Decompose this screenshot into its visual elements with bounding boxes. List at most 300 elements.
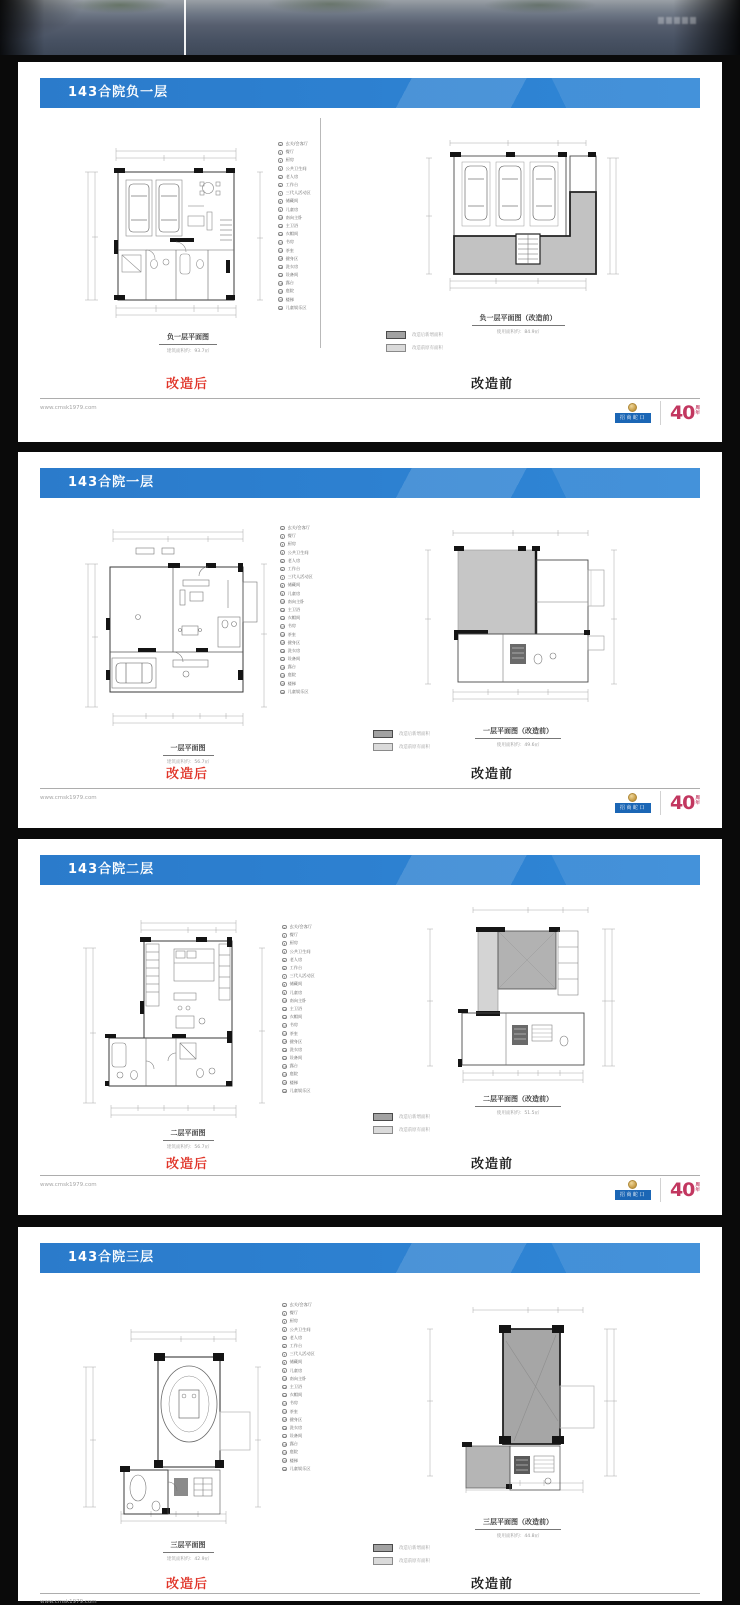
legend-label: 茶室 (289, 1408, 298, 1414)
legend-label: 设备间 (285, 272, 299, 278)
legend-label: 儿童娱乐区 (287, 688, 309, 694)
legend-item (282, 989, 382, 997)
legend-number: 19 (281, 674, 285, 679)
legend-label: 书房 (285, 239, 294, 245)
swatch-row (373, 1124, 430, 1138)
legend-item (282, 997, 382, 1005)
legend-label: 南向主卧 (289, 1375, 307, 1381)
light-area-swatch (373, 1557, 393, 1565)
legend-item (278, 238, 378, 246)
legend-label: 茶室 (287, 631, 296, 637)
legend-label: 衣帽间 (287, 615, 301, 621)
legend-item (280, 655, 380, 663)
after-label: 改造后 (165, 1577, 208, 1592)
legend-number: 18 (279, 281, 283, 286)
legend-label: 玄关/会客厅 (289, 924, 312, 930)
slide-title-bar: 143合院二层 (40, 855, 700, 885)
photo-banner (0, 0, 740, 55)
legend-item (278, 197, 378, 205)
legend-item (278, 304, 378, 312)
legend-label: 设备间 (289, 1433, 303, 1439)
after-plan-caption: 负一层平面图 建筑面积约：93.7㎡ (113, 324, 263, 354)
legend-label: 衣帽间 (289, 1014, 303, 1020)
legend-label: 庭院 (287, 672, 296, 678)
light-area-swatch (373, 1126, 393, 1134)
legend-label: 楼梯 (289, 1079, 298, 1085)
legend-item (278, 279, 378, 287)
legend-number: 4 (283, 1328, 286, 1333)
legend-number: 11 (283, 1007, 287, 1012)
legend-item (282, 1342, 382, 1350)
legend-item (282, 1383, 382, 1391)
footer-url: www.cmsk1979.com (40, 405, 97, 411)
legend-label: 南向主卧 (289, 997, 307, 1003)
legend-number: 10 (279, 216, 283, 221)
dark-area-swatch (386, 331, 406, 339)
floorplan-basement-before (418, 134, 623, 296)
room-legend (282, 1301, 382, 1473)
legend-label: 餐厅 (287, 533, 296, 539)
legend-item (282, 964, 382, 972)
legend-label: 庭院 (285, 288, 294, 294)
footer-url: www.cmsk1979.com (40, 1182, 97, 1188)
logo-divider (660, 1178, 661, 1202)
legend-label: 主卫浴 (289, 1383, 303, 1389)
light-area-swatch (386, 344, 406, 352)
legend-number: 1 (279, 142, 282, 147)
legend-item (282, 1326, 382, 1334)
swatch-label: 改造后新增面积 (412, 332, 443, 338)
legend-label: 健身区 (289, 1038, 303, 1044)
legend-item (278, 148, 378, 156)
legend-number: 5 (279, 175, 282, 180)
legend-number: 21 (283, 1467, 287, 1472)
legend-item (278, 246, 378, 254)
legend-item (282, 1309, 382, 1317)
swatch-row (373, 727, 430, 741)
before-plan-caption: 负一层平面图（改造前） 使用面积约：84.9㎡ (443, 305, 593, 335)
legend-number: 1 (283, 925, 286, 930)
logo-divider (660, 401, 661, 425)
legend-item (280, 524, 380, 532)
legend-number: 8 (283, 1361, 286, 1366)
dark-area-swatch (373, 730, 393, 738)
slide-title-bar: 143合院负一层 (40, 78, 700, 108)
legend-item (280, 606, 380, 614)
legend-number: 18 (281, 665, 285, 670)
after-label: 改造后 (165, 1157, 208, 1172)
legend-item (278, 255, 378, 263)
legend-label: 厨房 (287, 541, 296, 547)
logo-divider (660, 791, 661, 815)
legend-number: 12 (281, 616, 285, 621)
legend-number: 13 (283, 1024, 287, 1029)
legend-item (282, 1062, 382, 1070)
legend-item (282, 1432, 382, 1440)
legend-number: 20 (283, 1459, 287, 1464)
floorplan-basement-after (76, 142, 271, 322)
legend-item (282, 1005, 382, 1013)
legend-item (278, 181, 378, 189)
swatch-label: 改造后新增面积 (399, 731, 430, 737)
legend-number: 6 (283, 1344, 286, 1349)
swatch-row (373, 1555, 430, 1569)
legend-number: 2 (283, 933, 286, 938)
legend-number: 11 (281, 608, 285, 613)
legend-item (278, 296, 378, 304)
legend-number: 3 (279, 159, 282, 164)
legend-number: 10 (283, 1377, 287, 1382)
legend-number: 3 (283, 1320, 286, 1325)
legend-number: 4 (279, 167, 282, 172)
legend-number: 9 (283, 1369, 286, 1374)
before-label: 改造前 (470, 1157, 513, 1172)
legend-item (278, 271, 378, 279)
legend-label: 老人房 (285, 173, 299, 179)
legend-label: 儿童房 (289, 1367, 303, 1373)
legend-number: 16 (281, 649, 285, 654)
legend-item (278, 222, 378, 230)
floorplan-f3-before (418, 1301, 623, 1501)
legend-label: 楼梯 (287, 680, 296, 686)
legend-item (282, 972, 382, 980)
legend-item (280, 680, 380, 688)
legend-label: 工作台 (287, 566, 301, 572)
legend-label: 露台 (287, 664, 296, 670)
area-swatch-legend (386, 328, 443, 355)
legend-label: 储藏间 (285, 198, 299, 204)
legend-number: 14 (281, 633, 285, 638)
legend-item (282, 1358, 382, 1366)
legend-item (278, 263, 378, 271)
floorplan-f1-before (418, 524, 623, 712)
legend-item (282, 1367, 382, 1375)
after-label: 改造后 (165, 377, 208, 392)
legend-number: 9 (279, 208, 282, 213)
swatch-row (373, 1541, 430, 1555)
legend-item (280, 549, 380, 557)
legend-number: 8 (283, 983, 286, 988)
footer-divider (40, 1175, 700, 1176)
legend-item (280, 573, 380, 581)
floorplan-f2-after (76, 913, 271, 1118)
legend-number: 15 (283, 1418, 287, 1423)
legend-item (282, 1375, 382, 1383)
legend-item (280, 630, 380, 638)
legend-label: 儿童娱乐区 (289, 1087, 311, 1093)
legend-label: 书房 (287, 623, 296, 629)
legend-number: 2 (281, 534, 284, 539)
legend-label: 餐厅 (285, 149, 294, 155)
legend-label: 老人房 (289, 1334, 303, 1340)
legend-number: 5 (283, 1336, 286, 1341)
dark-area-swatch (373, 1113, 393, 1121)
cmsk-emblem-icon (628, 403, 637, 412)
area-swatch-legend (373, 1541, 430, 1568)
legend-number: 8 (279, 200, 282, 205)
legend-label: 玄关/会客厅 (289, 1302, 312, 1308)
legend-number: 17 (281, 657, 285, 662)
legend-item (282, 1013, 382, 1021)
area-swatch-legend (373, 727, 430, 754)
footer-logos (615, 791, 700, 815)
footer-divider (40, 788, 700, 789)
legend-label: 儿童娱乐区 (285, 304, 307, 310)
legend-label: 三代人活动区 (289, 973, 315, 979)
legend-label: 儿童房 (287, 590, 301, 596)
legend-item (282, 1424, 382, 1432)
slide-second-floor (18, 839, 722, 1215)
legend-item (280, 540, 380, 548)
legend-number: 14 (279, 249, 283, 254)
room-legend (280, 524, 380, 696)
before-plan-caption: 二层平面图（改造前） 使用面积约：51.5㎡ (443, 1086, 593, 1116)
legend-label: 主卫浴 (289, 1005, 303, 1011)
legend-label: 儿童娱乐区 (289, 1465, 311, 1471)
floorplan-f3-after (76, 1322, 271, 1527)
swatch-label: 改造前原有面积 (399, 1128, 430, 1134)
after-plan-caption: 三层平面图 建筑面积约：42.9㎡ (113, 1532, 263, 1562)
legend-label: 茶室 (289, 1030, 298, 1036)
legend-label: 老人房 (287, 557, 301, 563)
legend-label: 玄关/会客厅 (285, 141, 308, 147)
legend-label: 庭院 (289, 1071, 298, 1077)
swatch-label: 改造前原有面积 (399, 745, 430, 751)
light-area-swatch (373, 743, 393, 751)
legend-number: 7 (281, 575, 284, 580)
legend-label: 儿童房 (285, 206, 299, 212)
legend-item (280, 614, 380, 622)
slide-basement (18, 62, 722, 442)
legend-label: 楼梯 (285, 296, 294, 302)
legend-label: 主卫浴 (287, 606, 301, 612)
legend-label: 储藏间 (289, 981, 303, 987)
legend-item (282, 1070, 382, 1078)
swatch-row (373, 1110, 430, 1124)
slide-third-floor (18, 1227, 722, 1605)
legend-number: 10 (281, 600, 285, 605)
legend-label: 书房 (289, 1022, 298, 1028)
legend-number: 9 (283, 991, 286, 996)
legend-item (282, 939, 382, 947)
slide-first-floor (18, 452, 722, 828)
legend-label: 洗衣房 (289, 1046, 303, 1052)
legend-number: 18 (283, 1442, 287, 1447)
legend-item (282, 1054, 382, 1062)
legend-label: 储藏间 (287, 582, 301, 588)
dark-area-swatch (373, 1544, 393, 1552)
legend-label: 公共卫生间 (289, 1326, 311, 1332)
legend-number: 7 (283, 1352, 286, 1357)
legend-item (282, 1038, 382, 1046)
legend-label: 工作台 (285, 182, 299, 188)
swatch-row (373, 741, 430, 755)
legend-item (280, 622, 380, 630)
legend-number: 1 (281, 526, 284, 531)
cmsk-emblem-icon (628, 793, 637, 802)
legend-item (278, 287, 378, 295)
legend-label: 洗衣房 (289, 1424, 303, 1430)
legend-number: 6 (279, 183, 282, 188)
legend-item (280, 688, 380, 696)
footer-logos (615, 401, 700, 425)
legend-number: 1 (283, 1303, 286, 1308)
cmsk-logo: 招商蛇口 (615, 403, 651, 423)
legend-number: 19 (279, 290, 283, 295)
banner-divider-line (184, 0, 186, 55)
legend-label: 厨房 (285, 157, 294, 163)
footer-logos (615, 1178, 700, 1202)
legend-label: 露台 (289, 1063, 298, 1069)
cmsk-logo: 招商蛇口 (615, 1180, 651, 1200)
legend-number: 21 (283, 1089, 287, 1094)
legend-number: 3 (283, 942, 286, 947)
legend-label: 餐厅 (289, 932, 298, 938)
legend-item (280, 590, 380, 598)
legend-number: 2 (279, 150, 282, 155)
room-legend (278, 140, 378, 312)
legend-item (282, 980, 382, 988)
legend-number: 8 (281, 584, 284, 589)
forty-years-logo: 40 周 年 (669, 1178, 700, 1201)
legend-label: 玄关/会客厅 (287, 525, 310, 531)
legend-number: 4 (283, 950, 286, 955)
legend-number: 13 (281, 625, 285, 630)
legend-number: 17 (279, 273, 283, 278)
legend-item (278, 140, 378, 148)
legend-item (278, 189, 378, 197)
legend-label: 工作台 (289, 965, 303, 971)
legend-number: 10 (283, 999, 287, 1004)
legend-label: 健身区 (287, 639, 301, 645)
legend-number: 20 (281, 682, 285, 687)
legend-label: 主卫浴 (285, 222, 299, 228)
swatch-label: 改造前原有面积 (412, 346, 443, 352)
legend-number: 17 (283, 1056, 287, 1061)
legend-number: 13 (279, 241, 283, 246)
legend-label: 儿童房 (289, 989, 303, 995)
legend-number: 16 (283, 1426, 287, 1431)
footer-divider (40, 398, 700, 399)
legend-number: 17 (283, 1434, 287, 1439)
legend-item (278, 156, 378, 164)
legend-number: 13 (283, 1402, 287, 1407)
legend-label: 设备间 (289, 1055, 303, 1061)
legend-number: 4 (281, 551, 284, 556)
legend-label: 储藏间 (289, 1359, 303, 1365)
legend-item (282, 1350, 382, 1358)
legend-number: 18 (283, 1064, 287, 1069)
area-swatch-legend (373, 1110, 430, 1137)
legend-label: 露台 (289, 1441, 298, 1447)
legend-label: 洗衣房 (287, 647, 301, 653)
legend-label: 露台 (285, 280, 294, 286)
legend-item (280, 639, 380, 647)
legend-item (280, 565, 380, 573)
legend-number: 12 (283, 1393, 287, 1398)
legend-item (282, 1029, 382, 1037)
legend-label: 三代人活动区 (287, 574, 313, 580)
legend-label: 洗衣房 (285, 263, 299, 269)
swatch-row (386, 328, 443, 342)
after-plan-caption: 二层平面图 建筑面积约：56.7㎡ (113, 1120, 263, 1150)
legend-item (282, 1046, 382, 1054)
legend-label: 庭院 (289, 1449, 298, 1455)
legend-number: 19 (283, 1073, 287, 1078)
legend-number: 16 (283, 1048, 287, 1053)
legend-label: 三代人活动区 (285, 190, 311, 196)
legend-item (282, 956, 382, 964)
legend-number: 14 (283, 1032, 287, 1037)
legend-label: 南向主卧 (285, 214, 303, 220)
footer-url: www.cmsk1979.com (40, 1599, 97, 1605)
legend-label: 餐厅 (289, 1310, 298, 1316)
swatch-row (386, 342, 443, 356)
forty-years-logo: 40 周 年 (669, 401, 700, 424)
legend-label: 楼梯 (289, 1457, 298, 1463)
legend-item (282, 1457, 382, 1465)
legend-number: 15 (281, 641, 285, 646)
legend-number: 15 (279, 257, 283, 262)
legend-number: 6 (281, 567, 284, 572)
legend-item (278, 173, 378, 181)
after-label: 改造后 (165, 767, 208, 782)
legend-label: 厨房 (289, 1318, 298, 1324)
legend-item (282, 1079, 382, 1087)
legend-item (282, 1399, 382, 1407)
forty-years-logo: 40 周 年 (669, 791, 700, 814)
slide-title-bar: 143合院三层 (40, 1243, 700, 1273)
legend-number: 12 (283, 1015, 287, 1020)
legend-label: 三代人活动区 (289, 1351, 315, 1357)
cmsk-emblem-icon (628, 1180, 637, 1189)
legend-item (282, 931, 382, 939)
after-plan-caption: 一层平面图 建筑面积约：56.7㎡ (113, 735, 263, 765)
legend-number: 20 (283, 1081, 287, 1086)
legend-label: 茶室 (285, 247, 294, 253)
legend-item (280, 581, 380, 589)
legend-number: 21 (281, 690, 285, 695)
legend-item (280, 647, 380, 655)
legend-item (280, 671, 380, 679)
legend-number: 16 (279, 265, 283, 270)
legend-item (282, 948, 382, 956)
swatch-label: 改造前原有面积 (399, 1559, 430, 1565)
legend-item (278, 214, 378, 222)
floorplan-f1-after (78, 522, 273, 734)
legend-label: 公共卫生间 (285, 165, 307, 171)
swatch-label: 改造后新增面积 (399, 1114, 430, 1120)
legend-number: 14 (283, 1410, 287, 1415)
legend-item (282, 1317, 382, 1325)
legend-item (280, 532, 380, 540)
legend-number: 11 (283, 1385, 287, 1390)
legend-number: 6 (283, 966, 286, 971)
legend-item (282, 1087, 382, 1095)
legend-item (282, 1407, 382, 1415)
legend-item (282, 1440, 382, 1448)
legend-item (282, 1448, 382, 1456)
legend-item (282, 1021, 382, 1029)
footer-url: www.cmsk1979.com (40, 795, 97, 801)
before-label: 改造前 (470, 767, 513, 782)
legend-label: 衣帽间 (285, 231, 299, 237)
room-legend (282, 923, 382, 1095)
legend-number: 19 (283, 1451, 287, 1456)
legend-item (278, 165, 378, 173)
legend-item (282, 1416, 382, 1424)
legend-number: 20 (279, 298, 283, 303)
